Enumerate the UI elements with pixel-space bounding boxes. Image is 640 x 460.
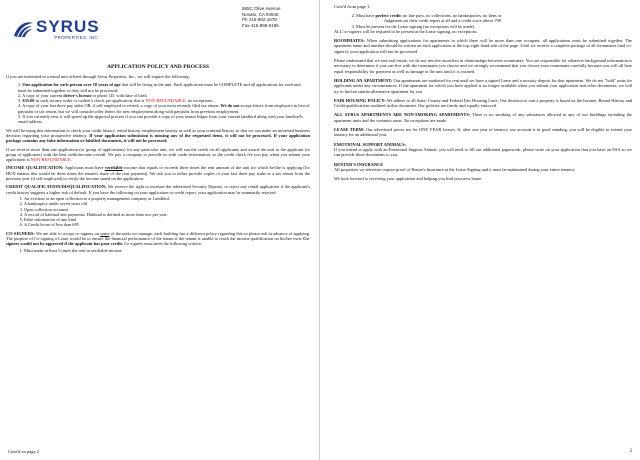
disqualifier-item: 4. A record of habitual late payments. Habitual is defined as more than two per year.: [24, 212, 310, 217]
requirement-item: 3. $35.00 in cash, money order or cashier's check per application, this is NON-REFUNDABLE, no exceptions.: [18, 98, 214, 104]
credit-disqualifier-list: [6, 196, 310, 228]
renters-insurance-text: All properties we advertise require proof of Renter's Insurance at the Lease Signing and it must be maintained during your entire tenancy.: [334, 166, 576, 172]
fax-line: Fax 415-898-6186: [242, 22, 279, 28]
criteria-item: 2. Must have perfect credit: no late pays, no collections, no bankruptcies, no liens or Judgments on their credit report at all and a credit score above 700: [356, 13, 632, 24]
closing-text: We look forward to receiving your application and helping you find your new home.: [334, 176, 483, 182]
criteria-item: 3. Must be present for the Lease signing (no exceptions will be made).: [356, 24, 632, 29]
intro-text: If you are interested in a rental unit offered through Syrus Properties, Inc., we will require the following:: [6, 74, 190, 79]
refund-paragraph: If we receive more than one application (or group of applications) for any particular unit, we will run the credit on all applicants and award the unit to the applicant (or group of applicants) with the best credit/income overall. We pay a company to provide us with credit information, so the credit check fee you pay when you submit your application is NON-REFUNDABLE.: [6, 146, 310, 163]
real-estate-paragraph: Please understand that we rent real estate, we do not involve ourselves in relationships between roommates. You are responsible for whatever background information is necessary to determine if you can live with the roommates you choose and we strongly recommend that you choose your roommates carefully because you will all bear equal responsibility for payment as well as damage to the unit until it is vacated.: [334, 58, 632, 74]
fair-housing-paragraph: FAIR HOUSING POLICY: We adhere to all State, County and Federal Fair Housing Laws. Our decision to rent a property is based on the Income, Rental History and Credit qualifications outlined in this document. Our policies are firmly and equally enforced.: [334, 97, 632, 109]
esa-text: If you intend to apply with an Emotional Support Animal, you will need to fill out additional paperwork, please write on your application that you have an ESA so we can provide those documents to you.: [334, 146, 632, 158]
esa-heading: EMOTIONAL SUPPORT ANIMALS:: [334, 141, 406, 147]
disqualifier-item: 2. A bankruptcy under seven years old: [24, 201, 310, 206]
disqualifier-item: 5. False information of any kind: [24, 217, 310, 222]
disqualifier-item: 6. A Credit Score of less than 685: [24, 222, 310, 227]
non-smoking-paragraph: ALL SYRUS APARTMENTS ARE NON-SMOKING APARTMENTS: There is no smoking of any substances allowed in any of our buildings including the apartment units and the common areas. No exceptions are made.: [334, 112, 632, 123]
renters-insurance-heading: RENTER'S INSURANCE: [334, 161, 384, 167]
company-address: [242, 6, 280, 28]
requirement-item: 2. A copy of your current driver's license or photo I.D. with date of birth.: [18, 92, 148, 98]
continued-from-note: Cont'd from page 1:: [334, 4, 371, 9]
disqualifier-item: 1. An eviction or an open collection to a property management company or Landlord.: [24, 196, 310, 201]
criteria-item: 1. Must make at least 5 times the rent in verifiable income: [24, 248, 310, 253]
co-signer-criteria-continued: [334, 13, 632, 29]
document-title: APPLICATION POLICY AND PROCESS: [106, 64, 210, 70]
phone-line: Ph 415-892-1678: [242, 17, 277, 23]
logo-name: SYRUS: [36, 17, 100, 36]
income-qualification: INCOME QUALIFICATION: Applicants must have verifiable income that equals or exceeds three times the rent amount of the unit for which he/she is applying (for HUD tenants this would be three times the tenant's share of the rent payment). We ask you to either provide copies of your last three pay stubs or a tax return from the previous year (if self employed) to verify the income stated on the application.: [6, 165, 311, 182]
holding-paragraph: HOLDING AN APARTMENT: Our apartments are marketed for rent until we have a signed Lease and a security deposit for that apartment. We do not "hold" units for applicants under any circumstances. If the apartment for which you have applied is no longer available when you submit your application and other documents, we will try to find an similar alternative apartment for you: [334, 77, 632, 94]
all-cosigners-note: ALL co-signers will be required to be present at the Lease signing, no exceptions.: [334, 28, 478, 34]
address-line: 885C Olive Avenue: [242, 6, 281, 11]
address-line: Novato, CA 94945: [242, 11, 279, 17]
swoosh-icon: [12, 20, 34, 40]
requirement-item: 4. A copy of your last three pay stubs OR, if self employed or retired, a copy of your most recently filed tax return. We do not accept letters from employers in lieu of paystubs or tax return, but we will consider offer letters for new employment along with paystubs from previous employment.: [18, 103, 310, 114]
continued-note: Cont'd on page 2: [8, 449, 40, 454]
roommates-paragraph: ROOMMATES: When submitting applications for apartments in which there will be more than one occupant, all applications must be submitted together. The apartment name and number should be written on each application at the top, right hand side of the page. Until we receive a complete package of all roommates (and co-signers), your application will not be processed.: [334, 38, 632, 54]
disqualifier-item: 3. Open collection accounts: [24, 207, 310, 212]
letterhead: [6, 4, 310, 62]
page-number: 2: [629, 449, 632, 454]
co-signer-criteria-list: [6, 248, 310, 253]
logo-subtitle: PROPERTIES, INC.: [54, 35, 100, 40]
syrus-logo: [12, 18, 100, 40]
requirement-item: 5. If you currently rent, it will speed up the approval process if you can provide a copy of your tenant ledger from your current landlord along with your landlord's email address.: [18, 114, 304, 125]
co-signers-paragraph: CO-SIGNERS: We are able to accept co-signers on some of the units we manage, each building has a different policy regarding this so please ask in advance of applying. The purpose of Co-signing a Lease would be to ensure the financial performance of the tenant if the tenant is unable to reach the income qualification on his/her own. Co-signers would not be approved if the applicant has poor credit. Co-signers must meet the following criteria:: [6, 230, 310, 247]
credit-qualification: CREDIT QUALIFICATION/DISQUALIFICATION: We reserve the right to increase the advertised Security Deposit, or reject any rental application if the applicant's credit history suggests a higher risk of default. If you have the following on your application or credit report, your application may be summarily rejected:: [6, 184, 310, 195]
page-2: [320, 0, 640, 460]
information-paragraph: We will be using this information to check your credit history, rental history, employment history as well as your criminal history so that we can make an informed business decision regarding your prospective tenancy. If your application submission is missing any of the requested items, it will not be processed. If your application package contains any false information or falsified documents, it will not be processed.: [6, 127, 310, 144]
requirements-list: [6, 82, 310, 124]
lease-term-paragraph: LEASE TERM: Our advertised prices are for ONE YEAR Leases. If, after one year of tenancy, our account is in good standing, you will be eligible to extend your tenancy for an additional year.: [334, 127, 633, 138]
requirement-item: 1. One application for each person over 18 years of age that will be living in the unit. Each application must be COMPLETE and all applications for each unit must be submitted together or they will not be processed.: [18, 82, 301, 93]
